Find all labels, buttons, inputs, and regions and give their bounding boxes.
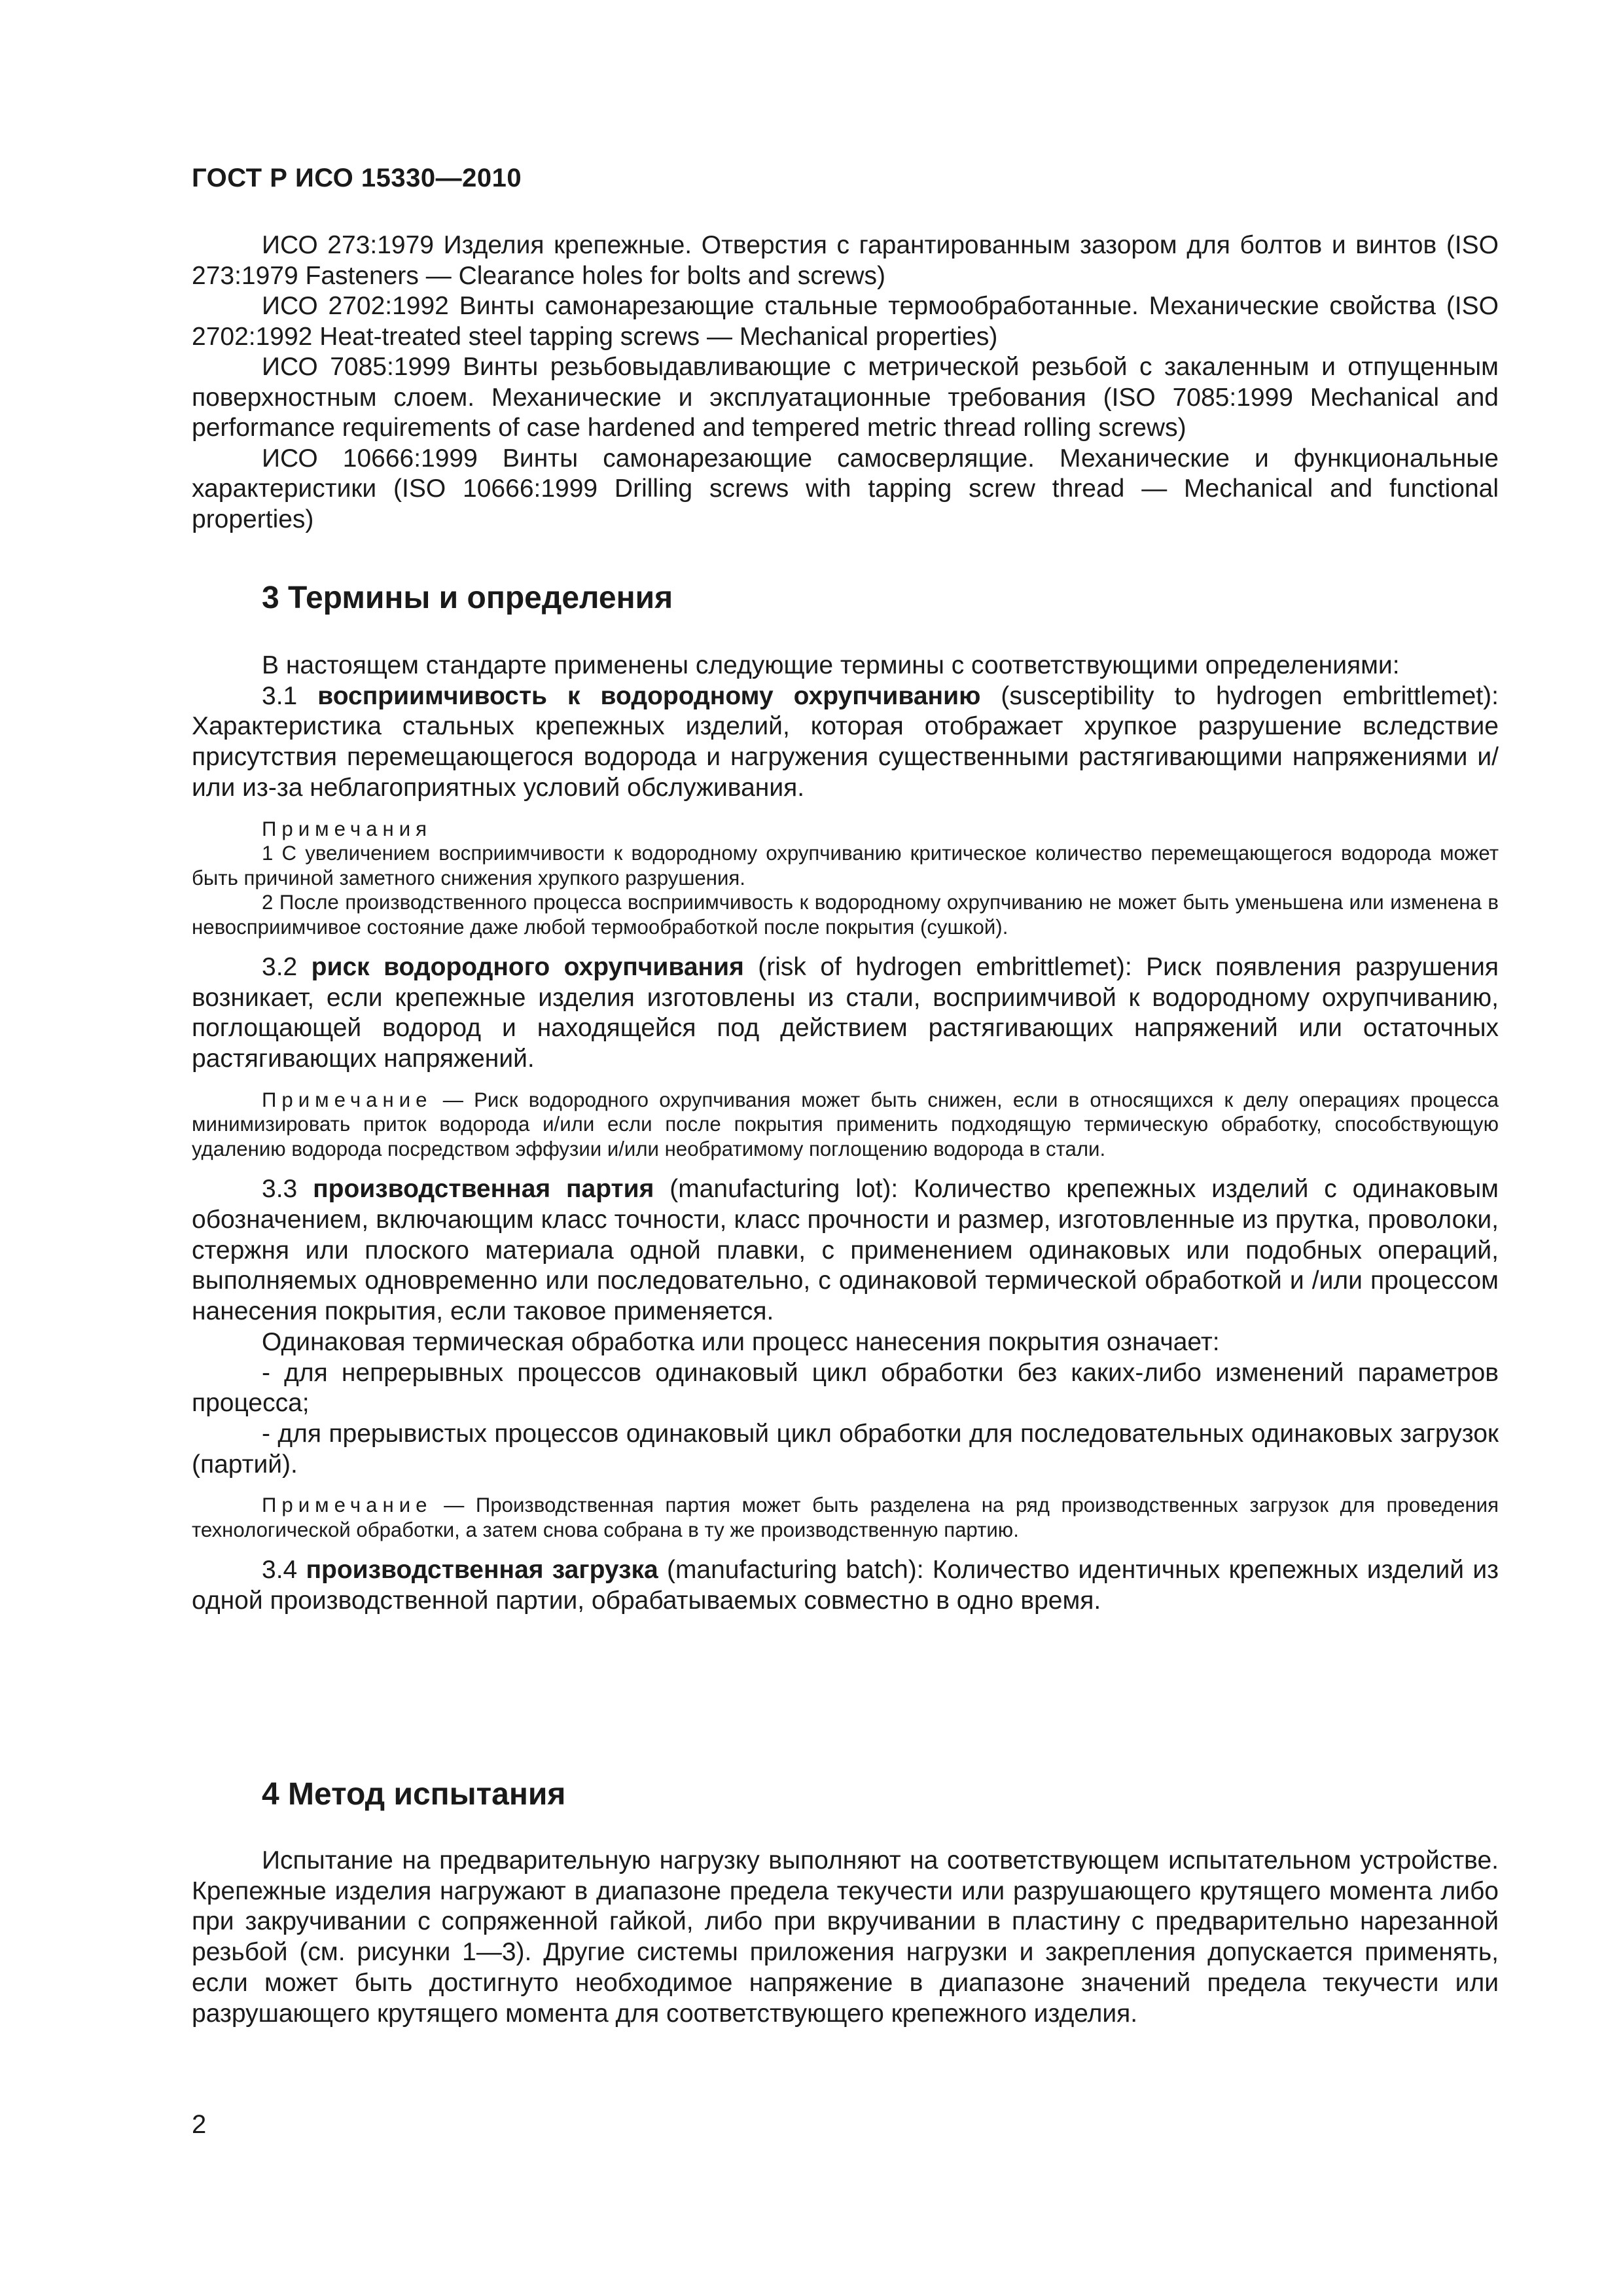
notes-label: Примечания <box>262 817 433 840</box>
note-label: Примечание <box>262 1088 433 1111</box>
paragraph: Испытание на предварительную нагрузку выполняют на соответствующем испытательном устройстве. Крепежные изделия нагружают в диапазоне предела текучести или разрушающего крутящего момента либо при закручивании с сопряженной гайкой, либо при вкручивании в пластину с предварительно нарезанной резьбой (см. рисунки 1—3). Другие системы приложения нагрузки и закрепления допускается применять, если может быть достигнуто необходимое напряжение в диапазоне значений предела текучести или разрушающего крутящего момента для соответствующего крепежного изделия. <box>192 1846 1499 2028</box>
term-3-1-name: восприимчивость к водородному охрупчиванию <box>317 681 981 710</box>
list-item: - для непрерывных процессов одинаковый цикл обработки без каких-либо изменений параметров процесса; <box>192 1358 1499 1418</box>
section-3-heading: 3 Термины и определения <box>262 581 673 615</box>
reference-item: ИСО 10666:1999 Винты самонарезающие самосверлящие. Механические и функциональные характеристики (ISO 10666:1999 Drilling screws with tapping screw thread — Mechanical and functional properties) <box>192 444 1499 533</box>
section-3-intro: В настоящем стандарте применены следующие термины с соответствующими определениями: <box>262 651 1400 679</box>
term-3-1: 3.1 восприимчивость к водородному охрупчиванию (susceptibility to hydrogen embrittlemet): Характеристика стальных крепежных изделий, которая отображает хрупкое разрушение вследствие присутствия перемещающегося водорода и нагружения существенными растягивающими напряжениями и/или из-за неблагоприятных условий обслуживания. <box>192 681 1499 802</box>
reference-item: ИСО 7085:1999 Винты резьбовыдавливающие с метрической резьбой с закаленным и отпущенным поверхностным слоем. Механические и эксплуатационные требования (ISO 7085:1999 Mechanical and performance requirements of case hardened and tempered metric thread rolling screws) <box>192 353 1499 442</box>
document-header: ГОСТ Р ИСО 15330—2010 <box>192 164 522 192</box>
note-label: Примечание <box>262 1494 433 1517</box>
term-3-3: 3.3 производственная партия (manufacturing lot): Количество крепежных изделий с одинаковым обозначением, включающим класс точности, класс прочности и размер, изготовленные из прутка, проволоки, стержня или плоского материала одной плавки, с применением одинаковых или подобных операций, выполняемых одновременно или последовательно, с одинаковой термической обработкой и /или процессом нанесения покрытия, если таковое применяется. <box>192 1175 1499 1326</box>
reference-item: ИСО 273:1979 Изделия крепежные. Отверстия с гарантированным зазором для болтов и винтов (ISO 273:1979 Fasteners — Clearance holes for bolts and screws) <box>192 231 1499 290</box>
normative-references <box>192 230 1499 535</box>
paragraph: Одинаковая термическая обработка или процесс нанесения покрытия означает: <box>262 1327 1220 1356</box>
section-4-heading: 4 Метод испытания <box>262 1777 566 1812</box>
section-3-body <box>192 651 1499 1617</box>
term-3-3-name: производственная партия <box>313 1175 654 1204</box>
section-4-heading-wrap <box>192 1775 565 1814</box>
list-item: - для прерывистых процессов одинаковый цикл обработки для последовательных одинаковых загрузок (партий). <box>192 1419 1499 1479</box>
notes-3-1 <box>192 817 1499 940</box>
page-number: 2 <box>192 2110 207 2139</box>
term-3-4: 3.4 производственная загрузка (manufacturing batch): Количество идентичных крепежных изделий из одной производственной партии, обрабатываемых совместно в одно время. <box>192 1556 1499 1615</box>
section-4-body <box>192 1846 1499 2029</box>
note-3-2: Примечание — Риск водородного охрупчивания может быть снижен, если в относящихся к делу операциях процесса минимизировать приток водорода и/или если после покрытия применить подходящую термическую обработку, способствующую удалению водорода посредством эффузии и/или необратимому поглощению водорода в стали. <box>192 1088 1499 1160</box>
term-3-2: 3.2 риск водородного охрупчивания (risk of hydrogen embrittlemet): Риск появления разрушения возникает, если крепежные изделия изготовлены из стали, восприимчивой к водородному охрупчиванию, поглощающей водород и находящейся под действием растягивающих напряжений или остаточных растягивающих напряжений. <box>192 953 1499 1073</box>
note-item: 1 С увеличением восприимчивости к водородному охрупчиванию критическое количество перемещающегося водорода может быть причиной заметного снижения хрупкого разрушения. <box>192 842 1499 889</box>
section-3-heading-wrap <box>192 579 673 618</box>
term-3-2-name: риск водородного охрупчивания <box>311 953 744 982</box>
note-3-3: Примечание — Производственная партия может быть разделена на ряд производственных загрузок для проведения технологической обработки, а затем снова собрана в ту же производственную партию. <box>192 1494 1499 1541</box>
term-3-4-name: производственная загрузка <box>306 1556 658 1585</box>
note-item: 2 После производственного процесса восприимчивость к водородному охрупчиванию не может быть уменьшена или изменена в невосприимчивое состояние даже любой термообработкой после покрытия (сушкой). <box>192 891 1499 939</box>
reference-item: ИСО 2702:1992 Винты самонарезающие стальные термообработанные. Механические свойства (ISO 2702:1992 Heat-treated steel tapping screws — Mechanical properties) <box>192 292 1499 351</box>
